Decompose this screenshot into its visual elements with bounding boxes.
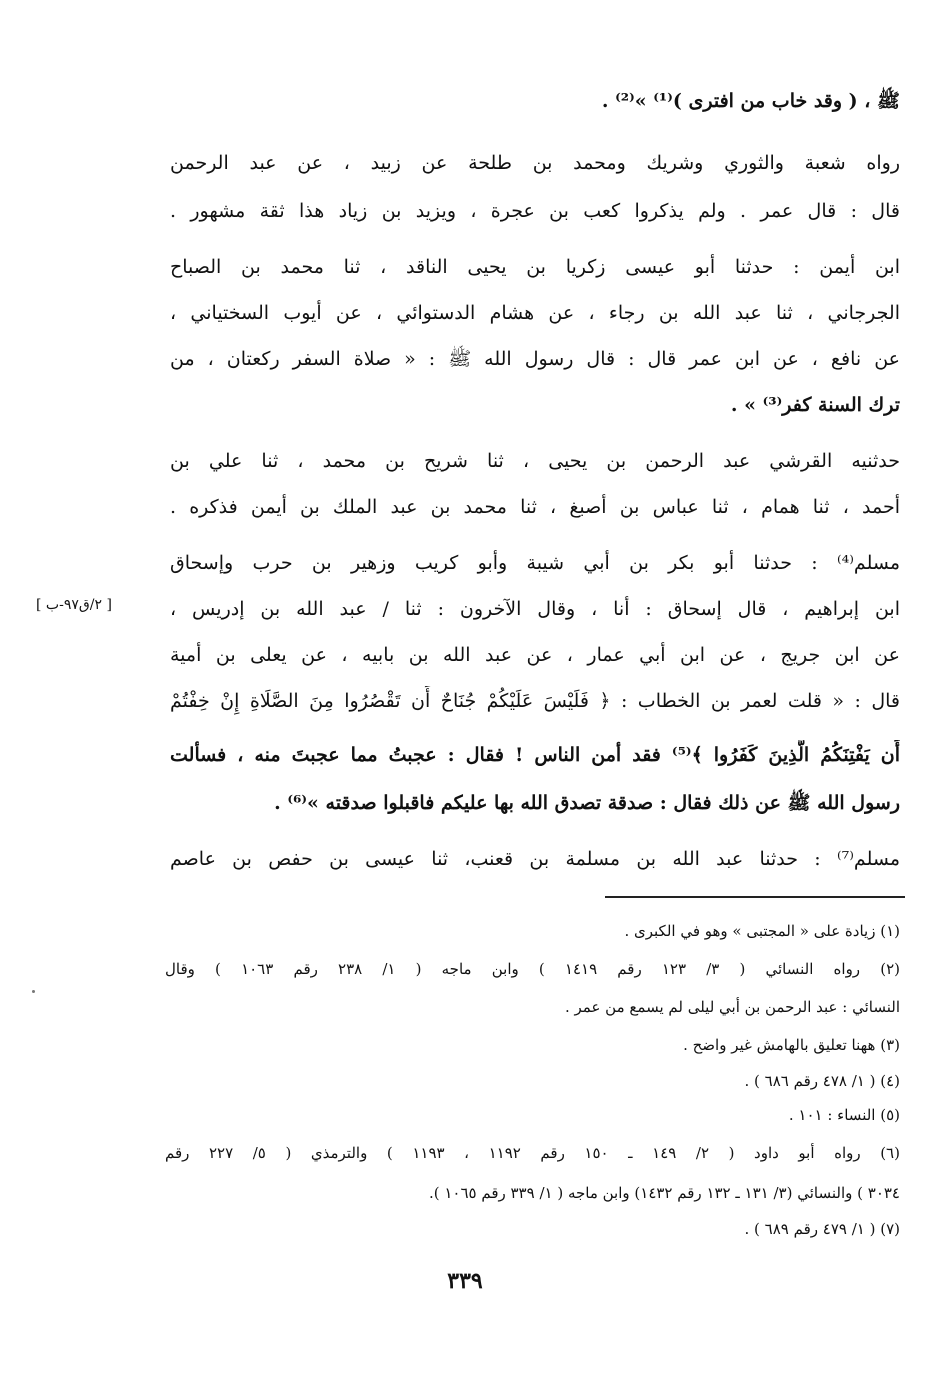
text-line-7: ترك السنة كفر⁽³⁾ » .: [730, 394, 900, 416]
text-line-5: الجرجاني ، ثنا عبد الله بن رجاء ، عن هشام الدستوائي ، عن أيوب السختياني ،: [170, 302, 900, 324]
text-line-11: ابن إبراهيم ، قال إسحاق : أنا ، وقال الآخرون : ثنا / عبد الله بن إدريس ،: [170, 598, 900, 620]
scan-speck: [32, 990, 35, 993]
margin-note: [ ٢/ق٩٧-ب ]: [36, 597, 112, 613]
text-line-10: مسلم⁽⁴⁾ : حدثنا أبو بكر بن أبي شيبة وأبو كريب وزهير بن حرب وإسحاق: [170, 552, 900, 574]
footnote-6: (٦) رواه أبو داود ( ٢/ ١٤٩ ـ ١٥٠ رقم ١١٩٢ ، ١١٩٣ ) والترمذي ( ٥/ ٢٢٧ رقم: [165, 1144, 900, 1162]
text-line-8: حدثنيه القرشي عبد الرحمن بن يحيى ، ثنا شريح بن محمد ، ثنا علي بن: [170, 450, 900, 472]
text-line-13: قال : « قلت لعمر بن الخطاب : ﴿ فَلَيْسَ عَلَيْكُمْ جُنَاحٌ أَن تَقْصُرُوا مِنَ الصَّلَاةِ إِنْ خِفْتُمْ: [170, 690, 900, 712]
text-line-9: أحمد ، ثنا همام ، ثنا عباس بن أصبغ ، ثنا محمد بن عبد الملك بن أيمن فذكره .: [170, 496, 900, 518]
footnote-6-cont: ٣٠٣٤ ) والنسائي (٣/ ١٣١ ـ ١٣٢ رقم ١٤٣٢) وابن ماجه ( ١/ ٣٣٩ رقم ١٠٦٥ ).: [428, 1184, 900, 1202]
text-line-16: مسلم⁽⁷⁾ : حدثنا عبد الله بن مسلمة بن قعنب، ثنا عيسى بن حفص بن عاصم: [170, 848, 900, 870]
page-number: ٣٣٩: [447, 1268, 483, 1294]
footnote-4: (٤) ( ١/ ٤٧٨ رقم ٦٨٦ ) .: [744, 1072, 900, 1090]
footnote-separator: [605, 896, 905, 898]
text-line-6: عن نافع ، عن ابن عمر قال : قال رسول الله ﷺ : « صلاة السفر ركعتان ، من: [170, 348, 900, 370]
footnote-1: (١) زيادة على « المجتبى » وهو في الكبرى .: [624, 922, 900, 940]
text-line-2: رواه شعبة والثوري وشريك ومحمد بن طلحة عن زبيد ، عن عبد الرحمن: [170, 152, 900, 174]
footnote-5: (٥) النساء : ١٠١ .: [788, 1106, 900, 1124]
footnote-7: (٧) ( ١/ ٤٧٩ رقم ٦٨٩ ) .: [744, 1220, 900, 1238]
text-line-1: ﷺ ، ( وقد خاب من افترى )⁽¹⁾ »⁽²⁾ .: [601, 90, 900, 112]
footnote-2-cont: النسائي : عبد الرحمن بن أبي ليلى لم يسمع من عمر .: [564, 998, 900, 1016]
text-line-12: عن ابن جريج ، عن ابن أبي عمار ، عن عبد الله بن بابيه ، عن يعلى بن أمية: [170, 644, 900, 666]
text-line-14: أَن يَفْتِنَكُمُ الَّذِينَ كَفَرُوا ﴾⁽⁵⁾ فقد أمن الناس ! فقال : عجبتُ مما عجبتَ منه ، فسألت: [170, 744, 900, 766]
text-line-15: رسول الله ﷺ عن ذلك فقال : صدقة تصدق الله بها عليكم فاقبلوا صدقته »⁽⁶⁾ .: [274, 792, 900, 814]
footnote-3: (٣) ههنا تعليق بالهامش غير واضح .: [683, 1036, 900, 1054]
text-line-3: قال : قال عمر . ولم يذكروا كعب بن عجرة ، ويزيد بن زياد هذا ثقة مشهور .: [170, 200, 900, 222]
text-line-4: ابن أيمن : حدثنا أبو عيسى زكريا بن يحيى الناقد ، ثنا محمد بن الصباح: [170, 256, 900, 278]
footnote-2: (٢) رواه النسائي ( ٣/ ١٢٣ رقم ١٤١٩ ) وابن ماجه ( ١/ ٢٣٨ رقم ١٠٦٣ ) وقال: [165, 960, 900, 978]
